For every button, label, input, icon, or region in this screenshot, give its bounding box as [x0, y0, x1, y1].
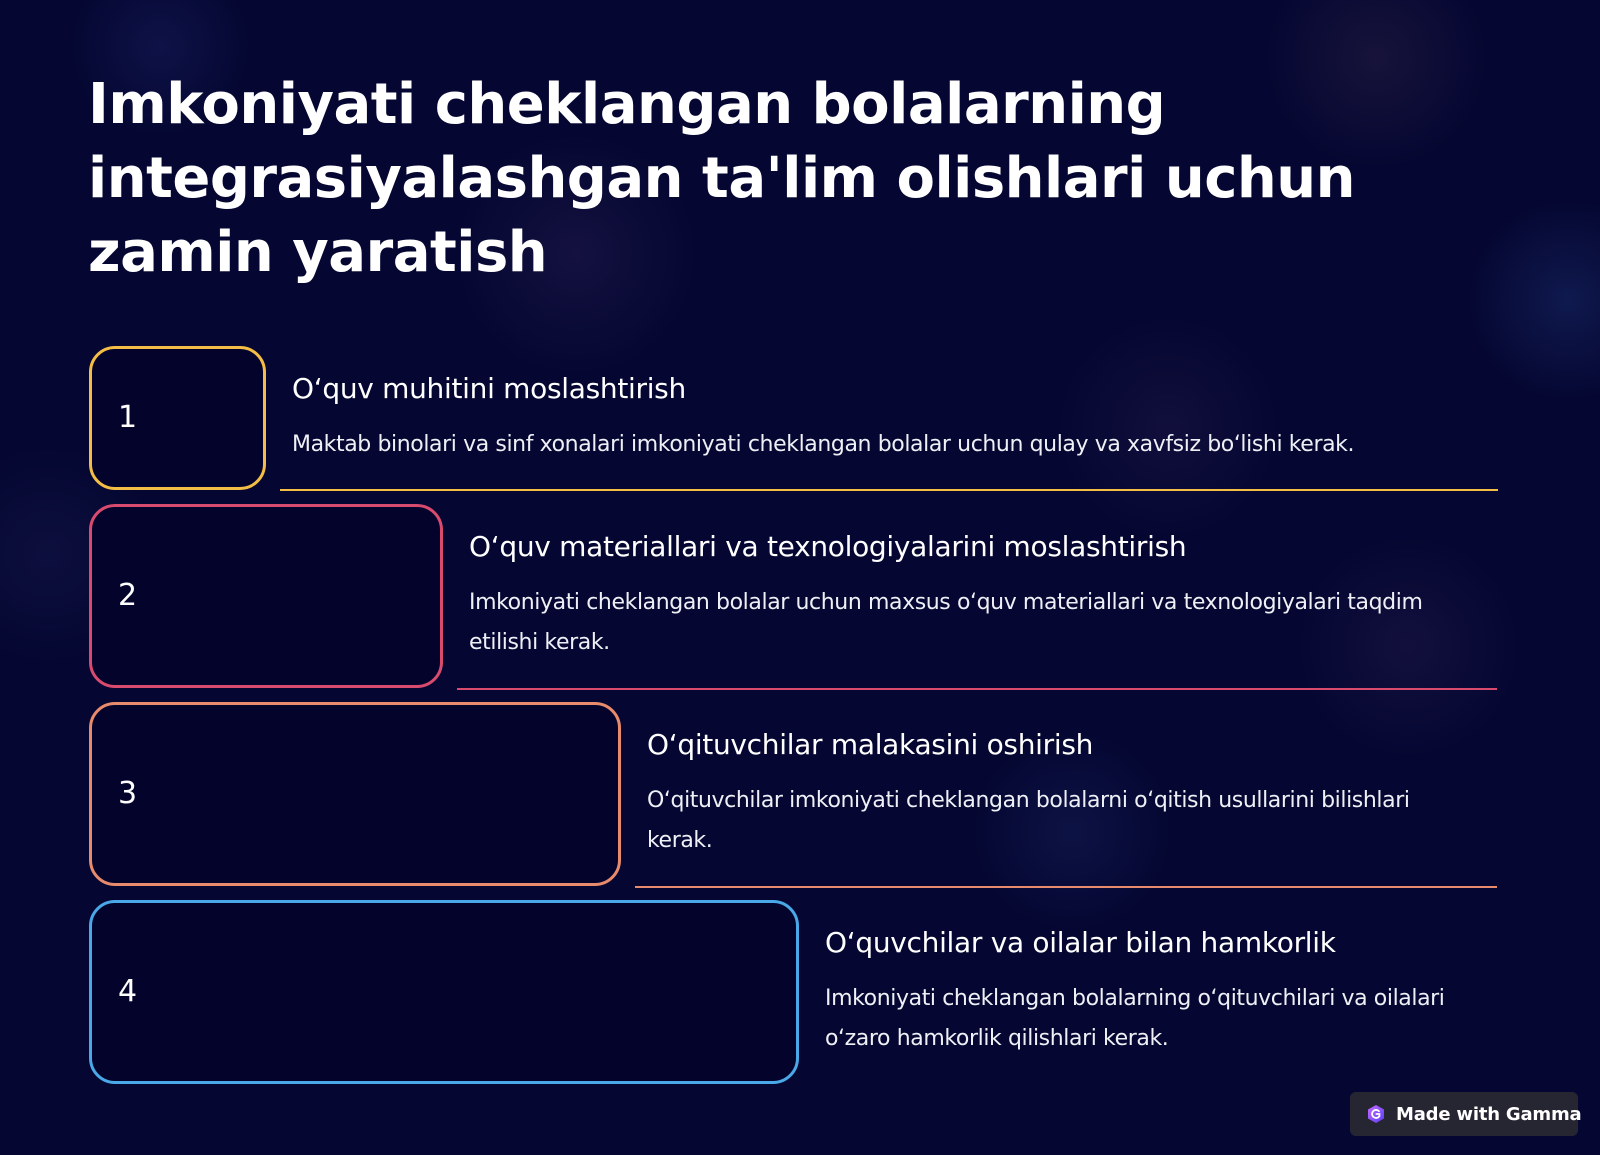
step-content-2 — [469, 529, 1469, 663]
page-title: Imkoniyati cheklangan bolalarning integrasiyalashgan ta'lim olishlari uchun zamin yaratish — [88, 72, 1356, 285]
step-text-4: Imkoniyati cheklangan bolalarning o‘qituvchilari va oilalari o‘zaro hamkorlik qilishlari kerak. — [825, 986, 1445, 1051]
step-heading-2: O‘quv materiallari va texnologiyalarini moslashtirish — [469, 530, 1187, 563]
step-box-3 — [89, 702, 621, 886]
step-divider-3 — [635, 886, 1497, 888]
step-number-1: 1 — [118, 399, 138, 435]
step-text-2: Imkoniyati cheklangan bolalar uchun maxsus o‘quv materiallari va texnologiyalari taqdim etilishi kerak. — [469, 590, 1423, 655]
step-text-3: O‘qituvchilar imkoniyati cheklangan bolalarni o‘qitish usullarini bilishlari kerak. — [647, 788, 1410, 853]
step-heading-4: O‘quvchilar va oilalar bilan hamkorlik — [825, 926, 1336, 959]
step-divider-1 — [280, 489, 1498, 491]
step-content-3 — [647, 727, 1477, 861]
gamma-logo-icon — [1366, 1104, 1386, 1124]
step-content-4 — [825, 925, 1485, 1059]
step-content-1 — [292, 371, 1492, 465]
badge-label: Made with Gamma — [1396, 1103, 1582, 1125]
made-with-gamma-badge[interactable] — [1350, 1092, 1582, 1136]
step-heading-1: O‘quv muhitini moslashtirish — [292, 372, 686, 405]
step-divider-2 — [457, 688, 1497, 690]
step-text-1: Maktab binolari va sinf xonalari imkoniyati cheklangan bolalar uchun qulay va xavfsiz bo‘lishi kerak. — [292, 432, 1355, 457]
step-heading-3: O‘qituvchilar malakasini oshirish — [647, 728, 1094, 761]
step-box-4 — [89, 900, 799, 1084]
step-box-1 — [89, 346, 266, 490]
step-box-2 — [89, 504, 443, 688]
step-number-3: 3 — [118, 775, 138, 811]
step-number-2: 2 — [118, 577, 138, 613]
step-number-4: 4 — [118, 973, 138, 1009]
